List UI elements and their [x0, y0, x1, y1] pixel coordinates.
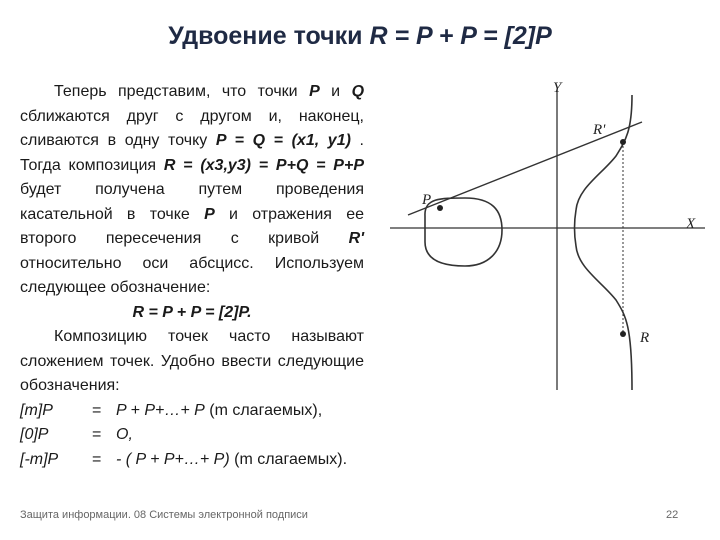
label-x: X	[686, 216, 696, 232]
notation-lhs: [m]P	[20, 401, 53, 419]
p1-point-q: Q	[351, 83, 365, 100]
p1-point-p: P	[309, 83, 320, 100]
label-r: R	[640, 330, 650, 346]
notation-rhs-wrap	[116, 448, 347, 473]
notation-row	[20, 448, 364, 473]
notation-row	[20, 423, 364, 448]
notation-eq: =	[92, 426, 102, 443]
point-p	[437, 205, 443, 211]
body-text	[20, 80, 364, 472]
center-formula: R = P + P = [2]P.	[132, 303, 252, 321]
p1-point-rprime: R'	[348, 230, 364, 247]
notation-lhs: [-m]P	[20, 450, 59, 468]
notation-row	[20, 399, 364, 424]
p1-text-b: и	[319, 83, 352, 100]
notation-rhs: - ( P + P+…+ P)	[116, 450, 230, 468]
point-rprime	[620, 139, 626, 145]
notation-rhs: O,	[116, 426, 133, 443]
p1-text-d: . Тогда композиция	[20, 132, 364, 174]
p1-formula-pq: P = Q = (x1, y1)	[215, 132, 351, 149]
p1-text-a: Теперь представим, что точки	[54, 83, 310, 100]
p1-text-f: и отражения ее второго пересечения с кривой	[20, 205, 365, 247]
notation-eq: =	[92, 450, 102, 468]
notation-note: (m слагаемых),	[204, 401, 323, 419]
title-prefix: Удвоение точки	[168, 22, 370, 50]
label-p: P	[422, 192, 432, 208]
notation-rhs: P + P+…+ P	[116, 401, 205, 419]
notation-rhs-wrap	[116, 423, 133, 448]
notation-eq: =	[92, 401, 102, 419]
page-number: 22	[666, 509, 679, 521]
notation-rhs-wrap	[116, 399, 322, 424]
p1-formula-r: R = (x3,y3) = P+Q = P+P	[163, 156, 364, 174]
elliptic-curve-diagram	[380, 70, 720, 410]
page-title	[0, 22, 720, 51]
notation-note: (m слагаемых).	[229, 450, 348, 468]
label-rprime: R'	[593, 122, 606, 138]
point-r	[620, 331, 626, 337]
p1-point-p2: P	[204, 205, 215, 223]
p1-text-c: сближаются друг с другом и, наконец, сливаются в одну точку	[20, 107, 364, 149]
title-formula: R = P + P = [2]P	[369, 22, 552, 50]
notation-lhs: [0]P	[20, 426, 49, 443]
p1-text-g: относительно оси абсцисс. Используем следующее обозначение:	[20, 254, 364, 296]
paragraph-2: Композицию точек часто называют сложением точек. Удобно ввести следующие обозначения:	[20, 328, 364, 394]
curve-oval	[425, 198, 502, 266]
label-y: Y	[553, 80, 562, 96]
paragraph-1	[20, 80, 364, 301]
footer-caption: Защита информации. 08 Системы электронной подписи	[20, 509, 308, 521]
tangent-line	[408, 122, 642, 215]
p1-text-e: будет получена путем проведения касательной в точке	[20, 181, 364, 223]
